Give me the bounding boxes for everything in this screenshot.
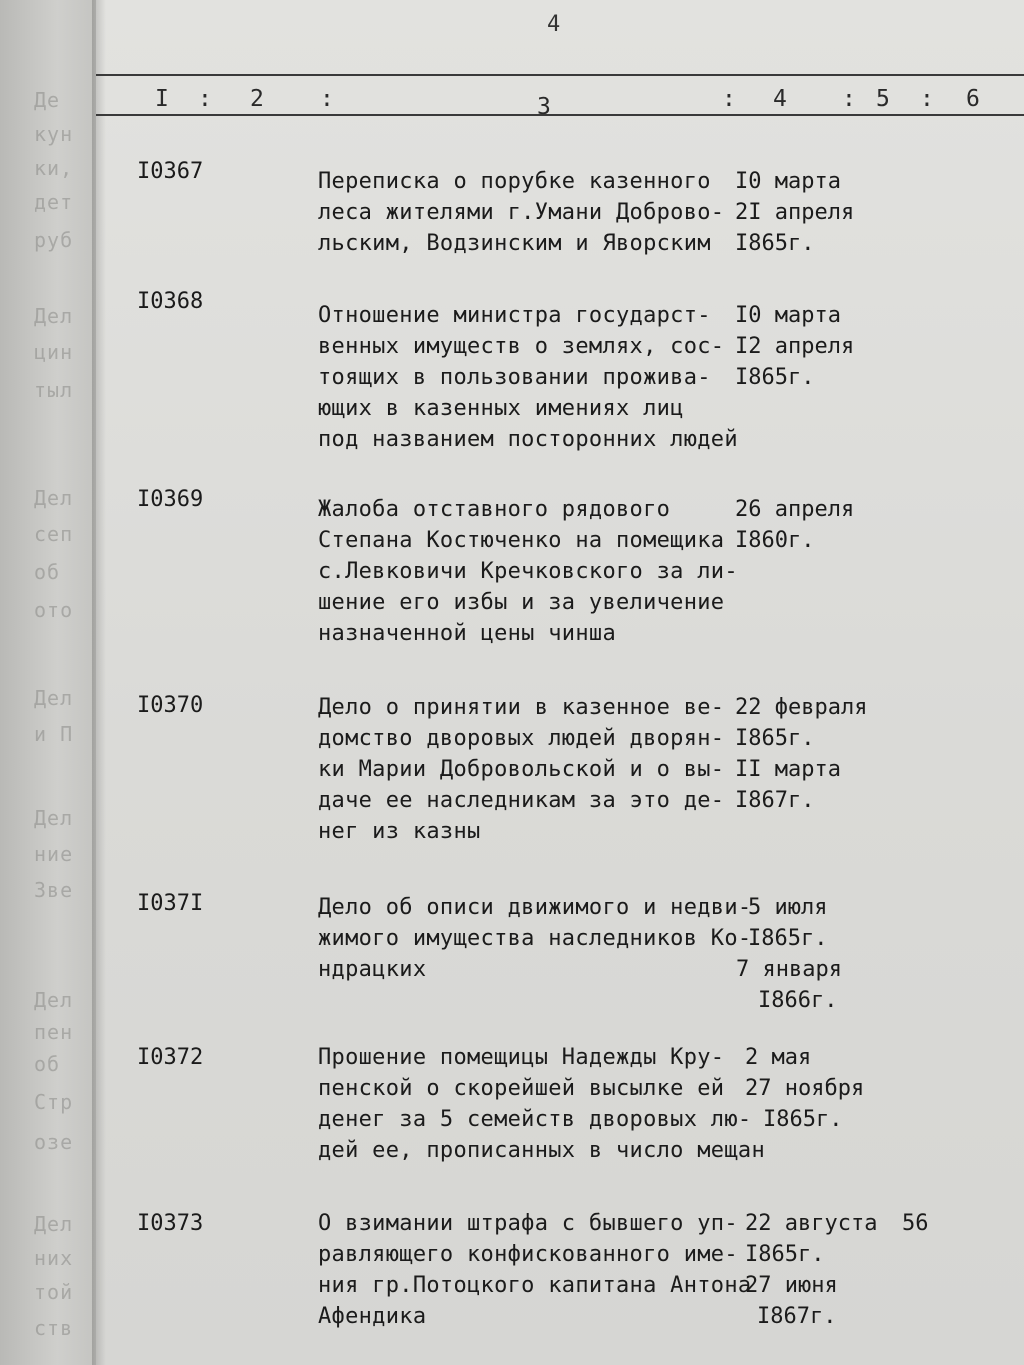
- facing-page-text: Дел: [34, 486, 74, 510]
- page-gutter-shadow: [92, 0, 106, 1365]
- facing-page-text: тыл: [34, 378, 74, 402]
- facing-page-text: той: [34, 1280, 74, 1304]
- facing-page-text: ки,: [34, 156, 74, 180]
- facing-page-text: Зве: [34, 878, 74, 902]
- entry-number: I037I: [137, 891, 204, 916]
- column-separator: :: [722, 86, 736, 112]
- entry-dates: I0 марта I2 апреля I865г.: [735, 303, 855, 390]
- column-separator: :: [920, 86, 934, 112]
- facing-page-text: Дел: [34, 988, 74, 1012]
- entry-number: I0368: [137, 289, 204, 314]
- column-header-3: 3: [537, 94, 551, 120]
- entry-description: Жалоба отставного рядового Степана Костюченко на помещика с.Левковичи Кречковского за ли- шение его избы и за увеличение назначенной цены чинша: [318, 497, 738, 646]
- entry-dates: 5 июля I865г. 7 января I866г.: [736, 895, 842, 1013]
- entry-description: Дело об описи движимого и недви- жимого имущества наследников Ко- ндрацких: [318, 895, 752, 982]
- facing-page-text: цин: [34, 340, 74, 364]
- facing-page-text: них: [34, 1246, 74, 1270]
- facing-page-text: озе: [34, 1130, 74, 1154]
- column-header-4: 4: [773, 86, 787, 112]
- entry-dates: 22 февраля I865г. II марта I867г.: [735, 695, 868, 813]
- facing-page-edge: [0, 0, 96, 1365]
- column-separator: :: [842, 86, 856, 112]
- column-header-2: 2: [250, 86, 264, 112]
- facing-page-text: об: [34, 560, 61, 584]
- entry-dates: I0 марта 2I апреля I865г.: [735, 169, 855, 256]
- entry-number: I0372: [137, 1045, 204, 1070]
- entry-description: Переписка о порубке казенного леса жителями г.Умани Доброво- льским, Водзинским и Яворским: [318, 169, 725, 256]
- facing-page-text: кун: [34, 122, 74, 146]
- entry-description: О взимании штрафа с бывшего уп- равляющего конфискованного име- ния гр.Потоцкого капитана Антона Афендика: [318, 1211, 752, 1329]
- facing-page-text: Дел: [34, 686, 74, 710]
- facing-page-text: Дел: [34, 304, 74, 328]
- column-header-1: I: [155, 86, 169, 112]
- entry-dates: 26 апреля I860г.: [735, 497, 855, 553]
- entry-description: Отношение министра государст- венных имуществ о землях, сос- тоящих в пользовании прожива- ющих в казенных имениях лиц под названием посторонних людей: [318, 303, 738, 452]
- entry-dates: 22 августа I865г. 27 июня I867г.: [745, 1211, 878, 1329]
- entry-sheets: 56: [902, 1211, 929, 1236]
- column-header-5: 5: [876, 86, 890, 112]
- column-separator: :: [198, 86, 212, 112]
- header-rule-top: [96, 74, 1024, 76]
- header-rule-bottom: [96, 114, 1024, 116]
- entry-number: I0369: [137, 487, 204, 512]
- page-number: 4: [547, 12, 561, 37]
- facing-page-text: ние: [34, 842, 74, 866]
- column-separator: :: [320, 86, 334, 112]
- facing-page-text: пен: [34, 1020, 74, 1044]
- entry-description: Дело о принятии в казенное ве- домство дворовых людей дворян- ки Марии Добровольской и о вы- даче ее наследникам за это де- нег из казны: [318, 695, 725, 844]
- column-header-6: 6: [966, 86, 980, 112]
- facing-page-text: руб: [34, 228, 74, 252]
- facing-page-text: Де: [34, 88, 61, 112]
- facing-page-text: об: [34, 1052, 61, 1076]
- facing-page-text: Стр: [34, 1090, 74, 1114]
- facing-page-text: ото: [34, 598, 74, 622]
- facing-page-text: ств: [34, 1316, 74, 1340]
- facing-page-text: Дел: [34, 806, 74, 830]
- facing-page-text: сеп: [34, 522, 74, 546]
- facing-page-text: дет: [34, 190, 74, 214]
- entry-description: Прошение помещицы Надежды Кру- пенской о скорейшей высылке ей денег за 5 семейств дворовых лю- дей ее, прописанных в число мещан: [318, 1045, 765, 1163]
- entry-number: I0373: [137, 1211, 204, 1236]
- entry-number: I0367: [137, 159, 204, 184]
- facing-page-text: Дел: [34, 1212, 74, 1236]
- entry-dates: 2 мая 27 ноября I865г.: [745, 1045, 865, 1132]
- facing-page-text: и П: [34, 722, 74, 746]
- entry-number: I0370: [137, 693, 204, 718]
